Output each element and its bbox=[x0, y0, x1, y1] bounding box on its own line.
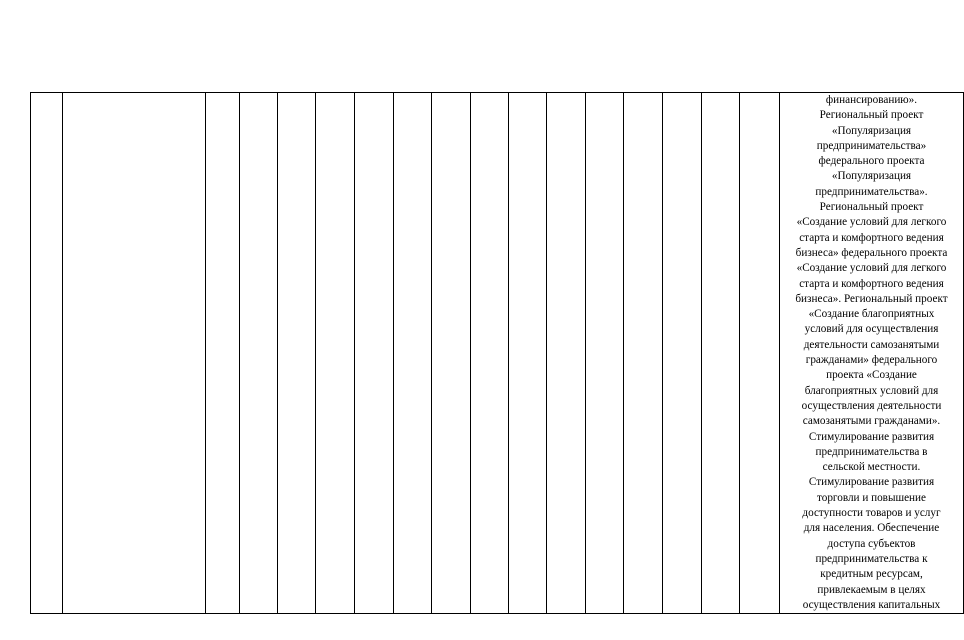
text-line: федерального проекта bbox=[818, 155, 925, 168]
table-cell-empty bbox=[206, 93, 240, 614]
measures-description-text bbox=[780, 93, 963, 613]
table-cell-empty bbox=[509, 93, 547, 614]
text-line: «Создание условий для легкого bbox=[796, 262, 947, 275]
table-cell-empty bbox=[278, 93, 316, 614]
text-line: гражданами» федерального bbox=[805, 354, 938, 367]
table-cell-empty bbox=[624, 93, 663, 614]
table-cell-empty bbox=[63, 93, 206, 614]
text-line: для населения. Обеспечение bbox=[803, 522, 940, 535]
text-line: предпринимательства». bbox=[815, 185, 928, 198]
text-line: доступа субъектов bbox=[827, 537, 916, 550]
measures-description-cell bbox=[780, 93, 964, 614]
text-line: «Популяризация bbox=[831, 170, 912, 183]
text-line: сельской местности. bbox=[822, 461, 921, 474]
text-line: условий для осуществления bbox=[804, 323, 939, 336]
text-line: деятельности самозанятыми bbox=[803, 338, 940, 351]
table-cell-empty bbox=[31, 93, 63, 614]
text-line: старта и комфортного ведения bbox=[799, 277, 944, 290]
table-cell-empty bbox=[740, 93, 780, 614]
table-row bbox=[31, 93, 964, 614]
text-line: осуществления деятельности bbox=[801, 399, 942, 412]
text-line: Стимулирование развития bbox=[808, 476, 935, 489]
text-line: Региональный проект bbox=[819, 201, 924, 214]
text-line: бизнеса» федерального проекта bbox=[795, 246, 948, 259]
text-line: Региональный проект bbox=[819, 109, 924, 122]
table-cell-empty bbox=[663, 93, 702, 614]
text-line: финансированию». bbox=[825, 94, 918, 106]
text-line: бизнеса». Региональный проект bbox=[795, 292, 948, 305]
table-cell-empty bbox=[432, 93, 471, 614]
text-line: осуществления капитальных bbox=[802, 598, 941, 611]
text-line: предпринимательства» bbox=[816, 139, 927, 152]
text-line: проекта «Создание bbox=[826, 369, 917, 382]
table-cell-empty bbox=[547, 93, 586, 614]
text-line: старта и комфортного ведения bbox=[799, 231, 944, 244]
text-line: Стимулирование развития bbox=[808, 430, 935, 443]
document-table bbox=[30, 92, 964, 614]
text-line: кредитным ресурсам, bbox=[820, 568, 923, 581]
table-cell-empty bbox=[355, 93, 394, 614]
table-cell-empty bbox=[316, 93, 355, 614]
text-line: предпринимательства в bbox=[815, 445, 928, 458]
table-cell-empty bbox=[394, 93, 432, 614]
text-line: «Создание условий для легкого bbox=[796, 216, 947, 229]
table-cell-empty bbox=[240, 93, 278, 614]
table-cell-empty bbox=[702, 93, 740, 614]
text-line: «Популяризация bbox=[831, 124, 912, 137]
text-line: торговли и повышение bbox=[816, 491, 927, 504]
text-line: «Создание благоприятных bbox=[808, 308, 935, 321]
text-line: самозанятыми гражданами». bbox=[802, 415, 941, 428]
text-line: доступности товаров и услуг bbox=[802, 507, 941, 520]
table-cell-empty bbox=[471, 93, 509, 614]
text-line: привлекаемым в целях bbox=[817, 583, 926, 596]
text-line: предпринимательства к bbox=[815, 552, 928, 565]
table-cell-empty bbox=[586, 93, 624, 614]
text-line: благоприятных условий для bbox=[804, 384, 939, 397]
